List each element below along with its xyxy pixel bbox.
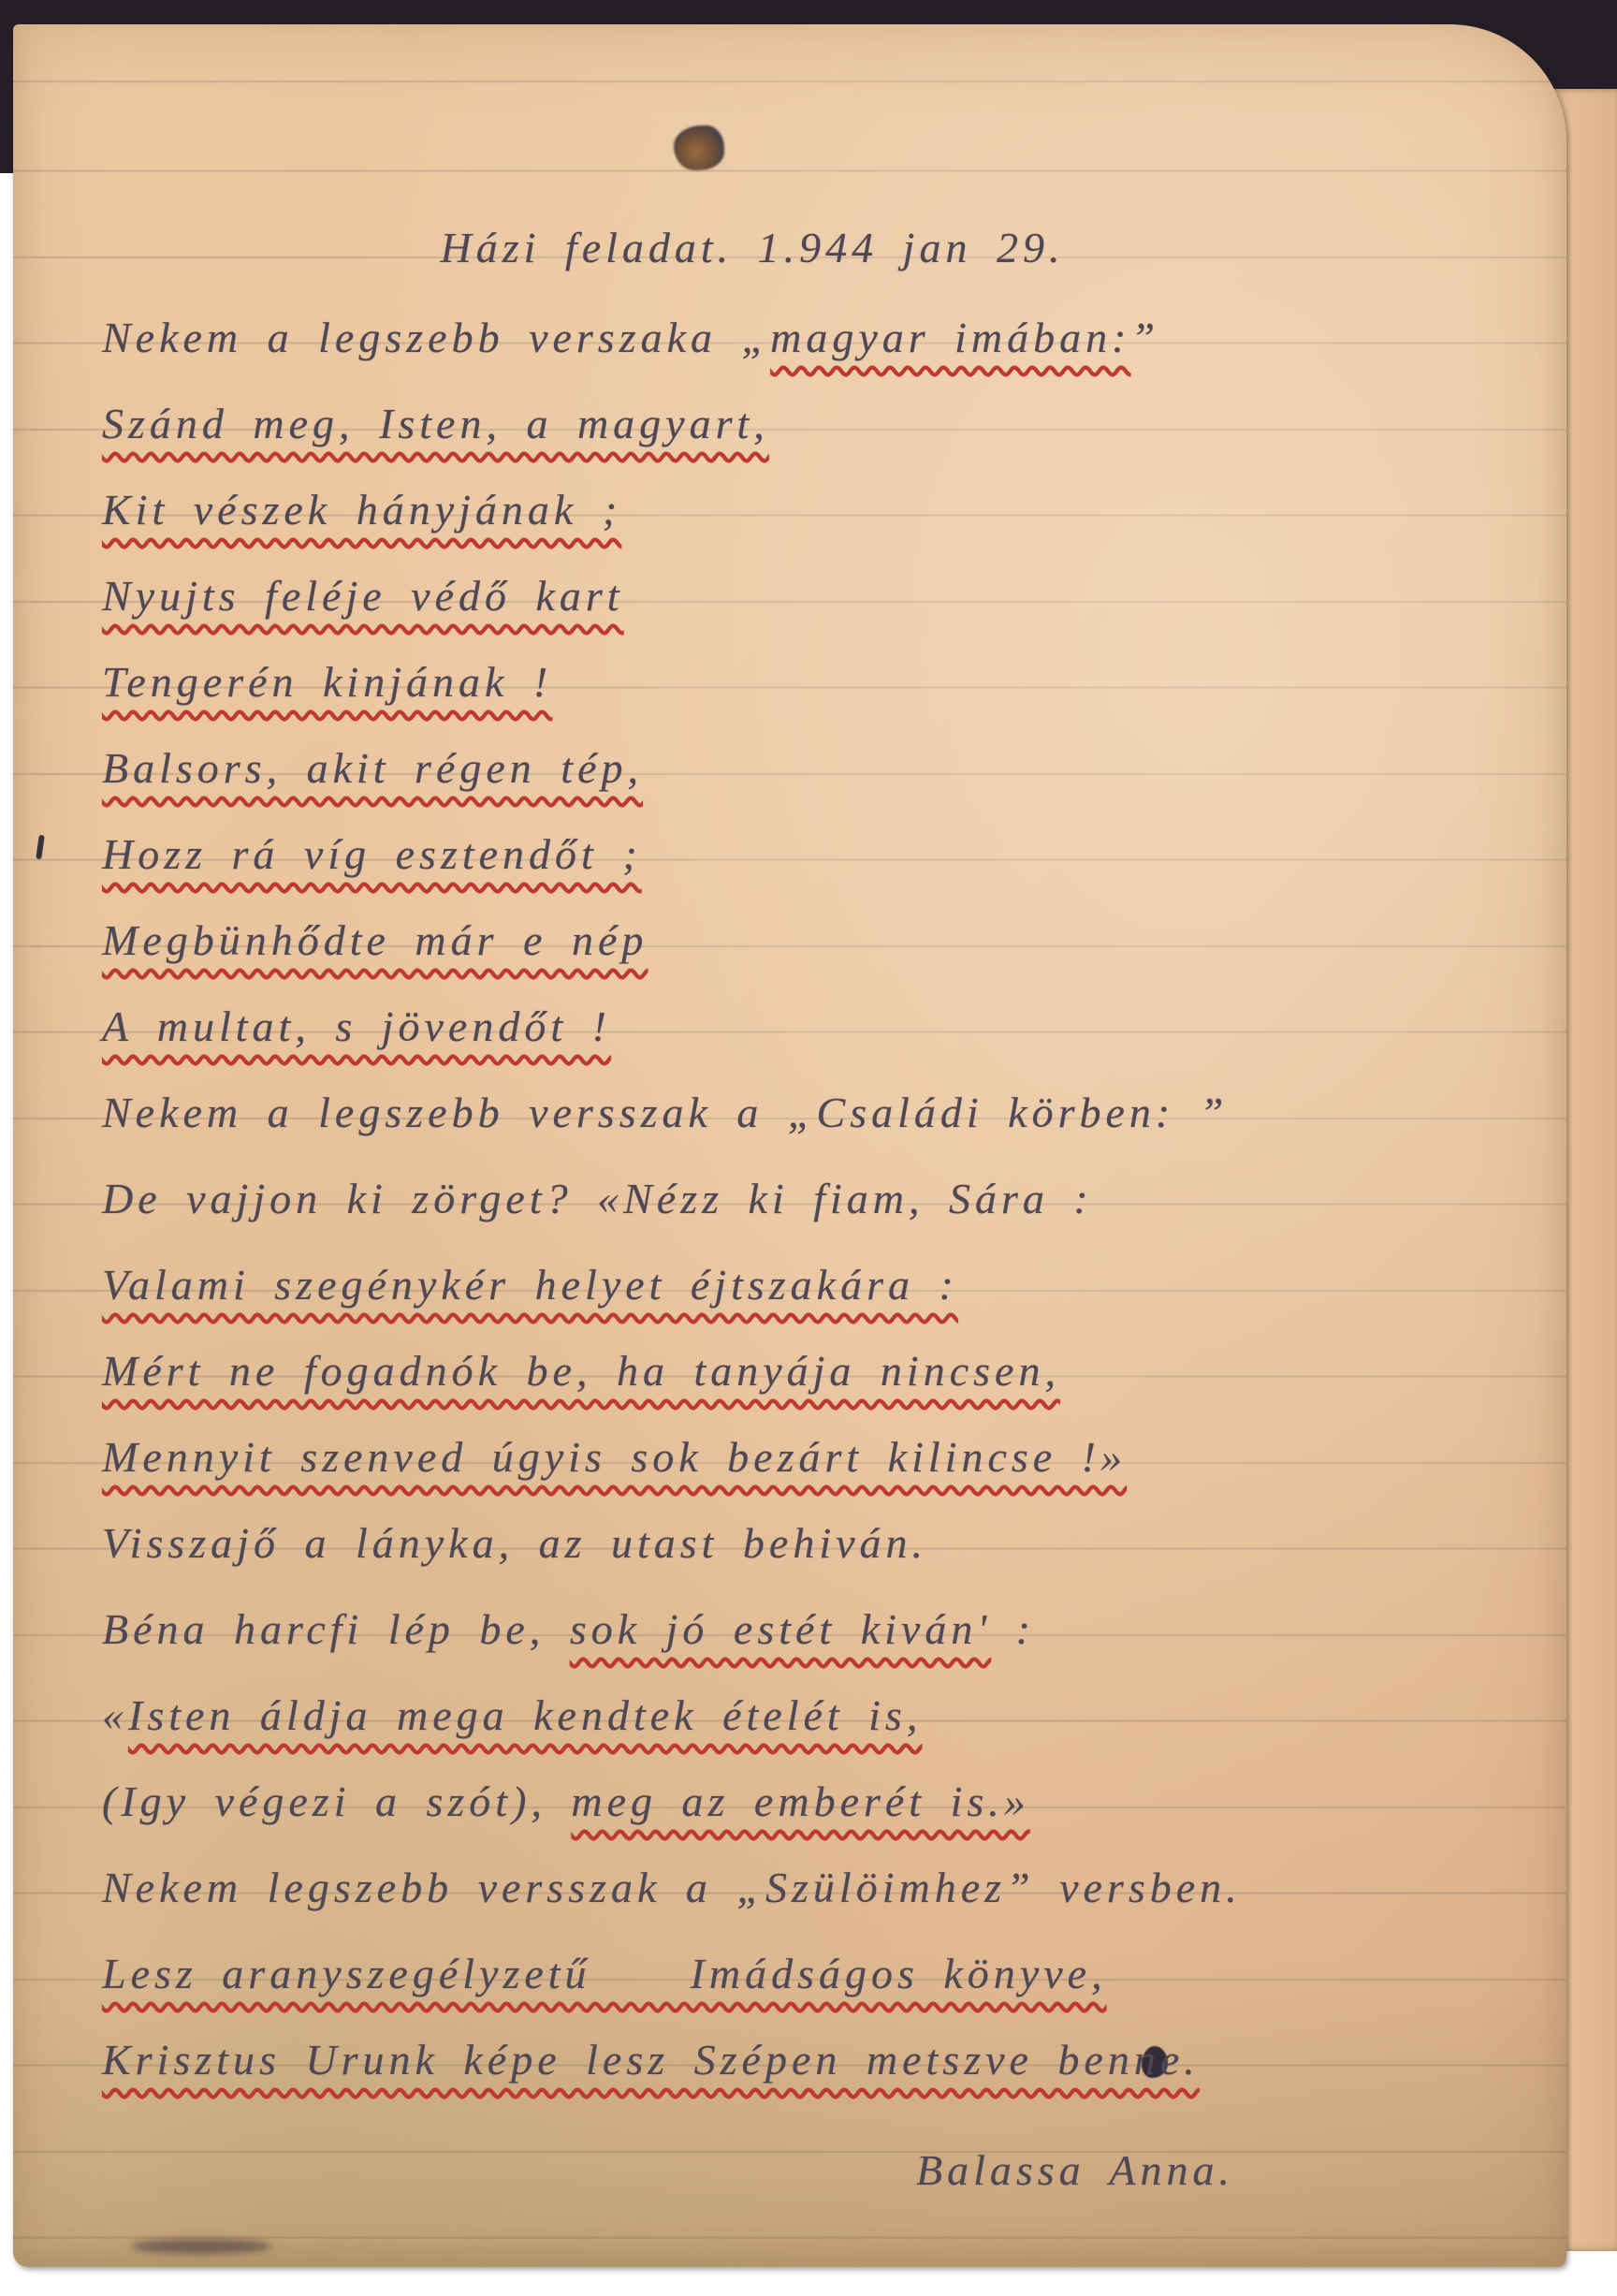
poem-line — [102, 743, 1562, 829]
handwritten-text: Nekem a legszebb versszak a „Családi körben: ” — [102, 1089, 1229, 1136]
red-underlined-text: Mennyit szenved úgyis sok bezárt kilincse !» — [102, 1433, 1127, 1481]
red-underlined-text: Hozz rá víg esztendőt ; — [102, 830, 642, 878]
poem-line — [102, 1518, 1562, 1604]
margin-ink-mark — [36, 835, 45, 860]
poem-line — [102, 1432, 1562, 1518]
red-underlined-text: A multat, s jövendőt ! — [102, 1002, 611, 1050]
handwritten-lines — [102, 313, 1562, 2121]
bottom-edge-smudge — [131, 2239, 271, 2254]
poem-line — [102, 485, 1562, 571]
handwritten-text: ” — [1130, 314, 1160, 361]
poem-line — [102, 571, 1562, 657]
poem-line — [102, 1690, 1562, 1777]
handwritten-text: : — [991, 1605, 1035, 1653]
poem-line — [102, 657, 1562, 743]
handwritten-text: De vajjon ki zörget? «Nézz ki fiam, Sára : — [102, 1175, 1093, 1222]
red-underlined-text: Mért ne fogadnók be, ha tanyája nincsen, — [102, 1347, 1060, 1395]
handwritten-text: Nekem a legszebb verszaka „ — [102, 314, 771, 361]
red-underlined-text: sok jó estét kiván' — [569, 1605, 992, 1653]
poem-line — [102, 829, 1562, 915]
handwritten-text: Nekem legszebb versszak a „Szülöimhez” versben. — [102, 1864, 1242, 1911]
poem-line — [102, 399, 1562, 485]
handwriting-layer — [102, 24, 1562, 2195]
page-title: Házi feladat. 1.944 jan 29. — [440, 224, 1065, 271]
red-underlined-text: Balsors, akit régen tép, — [102, 744, 643, 792]
notebook-paper — [13, 24, 1566, 2267]
red-underlined-text: Lesz aranyszegélyzetű Imádságos könyve, — [102, 1950, 1107, 1997]
red-underlined-text: Szánd meg, Isten, a magyart, — [102, 400, 769, 447]
red-underlined-text: Tengerén kinjának ! — [102, 658, 553, 706]
red-underlined-text: Isten áldja mega kendtek ételét is, — [128, 1691, 923, 1739]
poem-line — [102, 1260, 1562, 1346]
poem-line — [102, 915, 1562, 1002]
handwritten-text: Béna harcfi lép be, — [102, 1605, 570, 1653]
poem-line — [102, 1174, 1562, 1260]
red-underlined-text: meg az emberét is.» — [571, 1777, 1030, 1825]
handwritten-text: « — [102, 1691, 128, 1739]
red-underlined-text: Valami szegénykér helyet éjtszakára : — [102, 1261, 958, 1309]
handwritten-text: (Igy végezi a szót), — [102, 1777, 572, 1825]
poem-line — [102, 1088, 1562, 1174]
poem-line — [102, 1346, 1562, 1432]
poem-line — [102, 313, 1562, 399]
red-underlined-text: Megbünhődte már e nép — [102, 916, 648, 964]
poem-line — [102, 1604, 1562, 1690]
poem-line — [102, 2035, 1562, 2121]
poem-line — [102, 1002, 1562, 1088]
handwritten-text: Visszajő a lányka, az utast behiván. — [102, 1519, 928, 1567]
signature: Balassa Anna. — [916, 2146, 1234, 2194]
red-underlined-text: Krisztus Urunk képe lesz Szépen metszve benne. — [102, 2036, 1200, 2084]
poem-line — [102, 1777, 1562, 1863]
red-underlined-text: magyar imában: — [770, 314, 1131, 361]
poem-line — [102, 1863, 1562, 1949]
red-underlined-text: Nyujts feléje védő kart — [102, 572, 624, 620]
red-underlined-text: Kit vészek hányjának ; — [102, 486, 622, 534]
poem-line — [102, 1949, 1562, 2035]
